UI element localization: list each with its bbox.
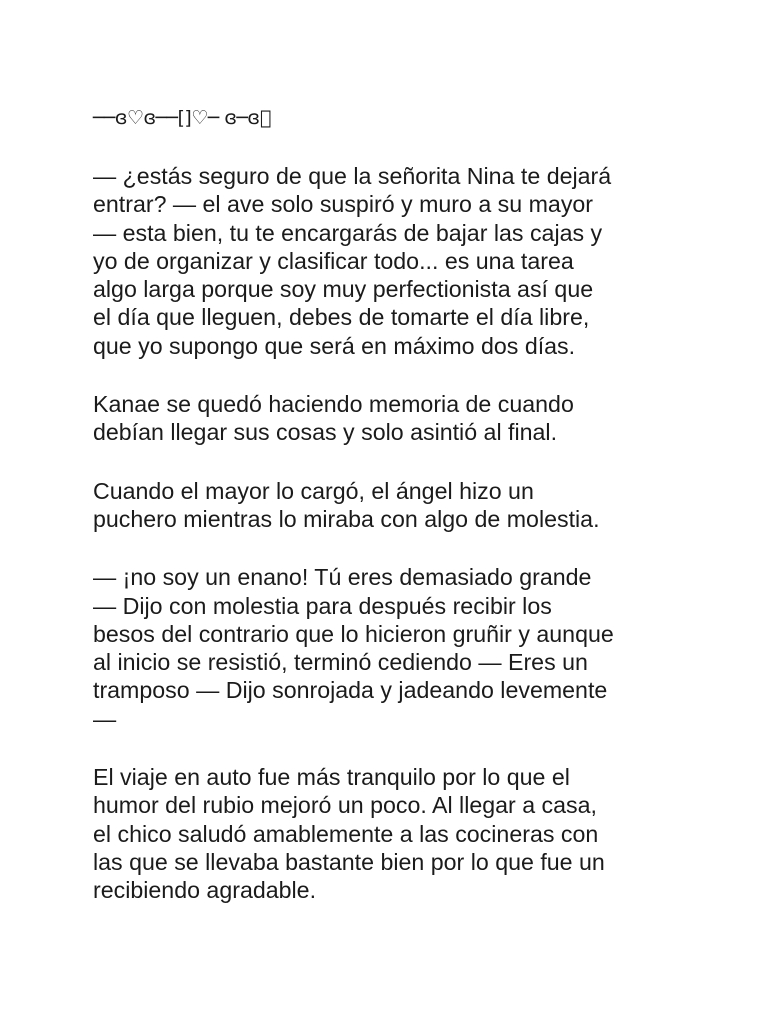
decorative-divider: ──ɞ♡ɞ──[]♡─ ɞ─ɞ⃞ bbox=[93, 107, 271, 129]
document-page bbox=[93, 104, 683, 935]
paragraph-dialogue-enano: — ¡no soy un enano! Tú eres demasiado grande — Dijo con molestia para después recibir los besos del contrario que lo hicieron gruñir y aunque al inicio se resistió, terminó cediendo — Eres un tramposo — Dijo sonrojada y jadeando levemente — bbox=[93, 564, 614, 732]
paragraph-kanae-memory: Kanae se quedó haciendo memoria de cuando debían llegar sus cosas y solo asintió al final. bbox=[93, 391, 574, 446]
paragraph-car-trip: El viaje en auto fue más tranquilo por lo que el humor del rubio mejoró un poco. Al llegar a casa, el chico saludó amablemente a las cocineras con las que se llevaba bastante bien por lo que fue un recibiendo agradable. bbox=[93, 764, 605, 904]
paragraph-dialogue-nina: — ¿estás seguro de que la señorita Nina te dejará entrar? — el ave solo suspiró y muro a su mayor — esta bien, tu te encargarás de bajar las cajas y yo de organizar y clasificar todo... es una tarea algo larga porque soy muy perfectionista así que el día que lleguen, debes de tomarte el día libre, que yo supongo que será en máximo dos días. bbox=[93, 163, 612, 359]
paragraph-carried: Cuando el mayor lo cargó, el ángel hizo un puchero mientras lo miraba con algo de molestia. bbox=[93, 477, 600, 532]
